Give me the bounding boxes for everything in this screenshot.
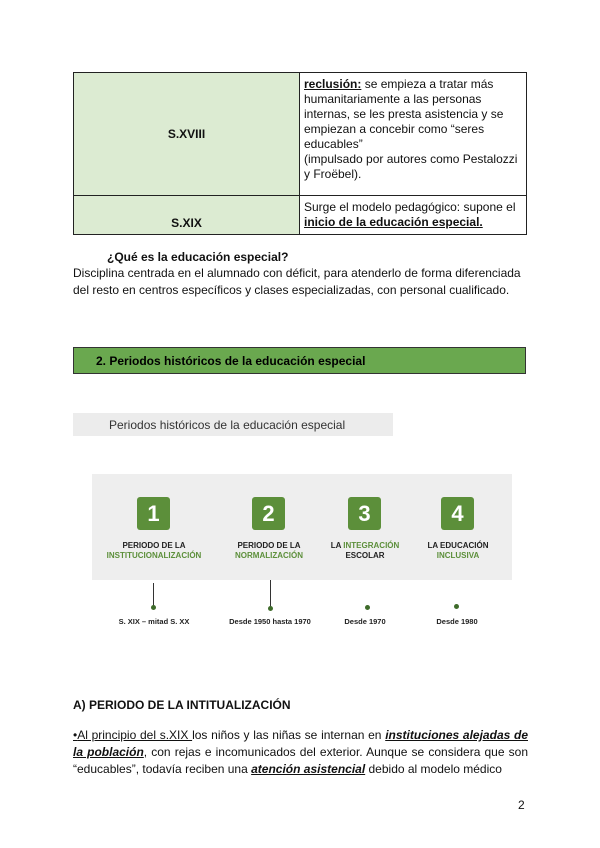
definition-text: Disciplina centrada en el alumnado con déficit, para atenderlo de forma diferenciada del resto en centros específicos y clases especializadas, con personal cualificado. <box>73 266 521 297</box>
period-date: Desde 1950 hasta 1970 <box>229 617 311 626</box>
paragraph-text: debido al modelo médico <box>365 762 502 776</box>
timeline-dot <box>151 605 156 610</box>
period-label-part: INTEGRACIÓN <box>343 541 400 550</box>
century-label: S.XIX <box>171 216 202 230</box>
period-label <box>398 541 518 561</box>
period-label-line: NORMALIZACIÓN <box>235 551 303 560</box>
period-label-line: LA EDUCACIÓN <box>427 541 489 550</box>
body-paragraph <box>73 727 528 778</box>
subsection-heading: A) PERIODO DE LA INTITUALIZACIÓN <box>73 698 291 712</box>
question-heading: ¿Qué es la educación especial? <box>107 250 289 264</box>
figure-title: Periodos históricos de la educación especial <box>109 418 346 432</box>
table-cell-description <box>300 196 527 235</box>
period-label-line: INSTITUCIONALIZACIÓN <box>106 551 202 560</box>
period-number-badge: 3 <box>348 497 381 530</box>
lead-text: Al principio del s.XIX <box>77 728 193 742</box>
period-number-badge: 1 <box>137 497 170 530</box>
timeline-dot <box>454 604 459 609</box>
row-emphasis: inicio de la educación especial. <box>304 215 483 229</box>
paragraph-text: , con rejas e incomunicados del exterior. Aunque se considera que son “educables”, todavía reciben una <box>73 745 528 776</box>
century-label: S.XVIII <box>167 127 206 141</box>
period-number-badge: 4 <box>441 497 474 530</box>
period-label-part: LA <box>330 541 344 550</box>
period-number-badge: 2 <box>252 497 285 530</box>
period-label-line: PERIODO DE LA <box>122 541 186 550</box>
table-row <box>74 196 527 235</box>
figure-title-bar <box>73 413 393 436</box>
period-label-line: PERIODO DE LA <box>237 541 301 550</box>
emphasis-text: instituciones alejadas de la población <box>73 728 528 759</box>
table-row <box>74 73 527 196</box>
row-text: Surge el modelo pedagógico: supone el <box>304 200 516 214</box>
table-cell-description <box>300 73 527 196</box>
timeline-line <box>153 583 154 607</box>
bullet: • <box>73 728 78 742</box>
period-date: S. XIX – mitad S. XX <box>118 617 190 626</box>
timeline-line <box>270 580 271 609</box>
period-label-line: INCLUSIVA <box>436 551 480 560</box>
timeline-dot <box>365 605 370 610</box>
periods-panel <box>92 474 512 580</box>
page-number: 2 <box>518 798 525 812</box>
history-table <box>73 72 527 235</box>
row-note: (impulsado por autores como Pestalozzi y Froëbel). <box>304 152 518 181</box>
period-date: Desde 1980 <box>436 617 478 626</box>
section-header <box>73 347 526 374</box>
row-text: se empieza a tratar más humanitariamente a las personas internas, se les presta asistencia y se empiezan a concebir como “seres educables” <box>304 77 504 151</box>
period-label-line: ESCOLAR <box>345 551 385 560</box>
reclusion-term: reclusión: <box>304 77 362 91</box>
table-cell-century <box>74 73 300 196</box>
bullet-lead <box>73 728 192 742</box>
paragraph-text: los niños y las niñas se internan en <box>192 728 386 742</box>
table-cell-century <box>74 196 300 235</box>
emphasis-text: atención asistencial <box>251 762 366 776</box>
period-label <box>94 541 214 561</box>
section-title: 2. Periodos históricos de la educación especial <box>96 354 366 368</box>
timeline-dot <box>268 606 273 611</box>
period-date: Desde 1970 <box>344 617 386 626</box>
